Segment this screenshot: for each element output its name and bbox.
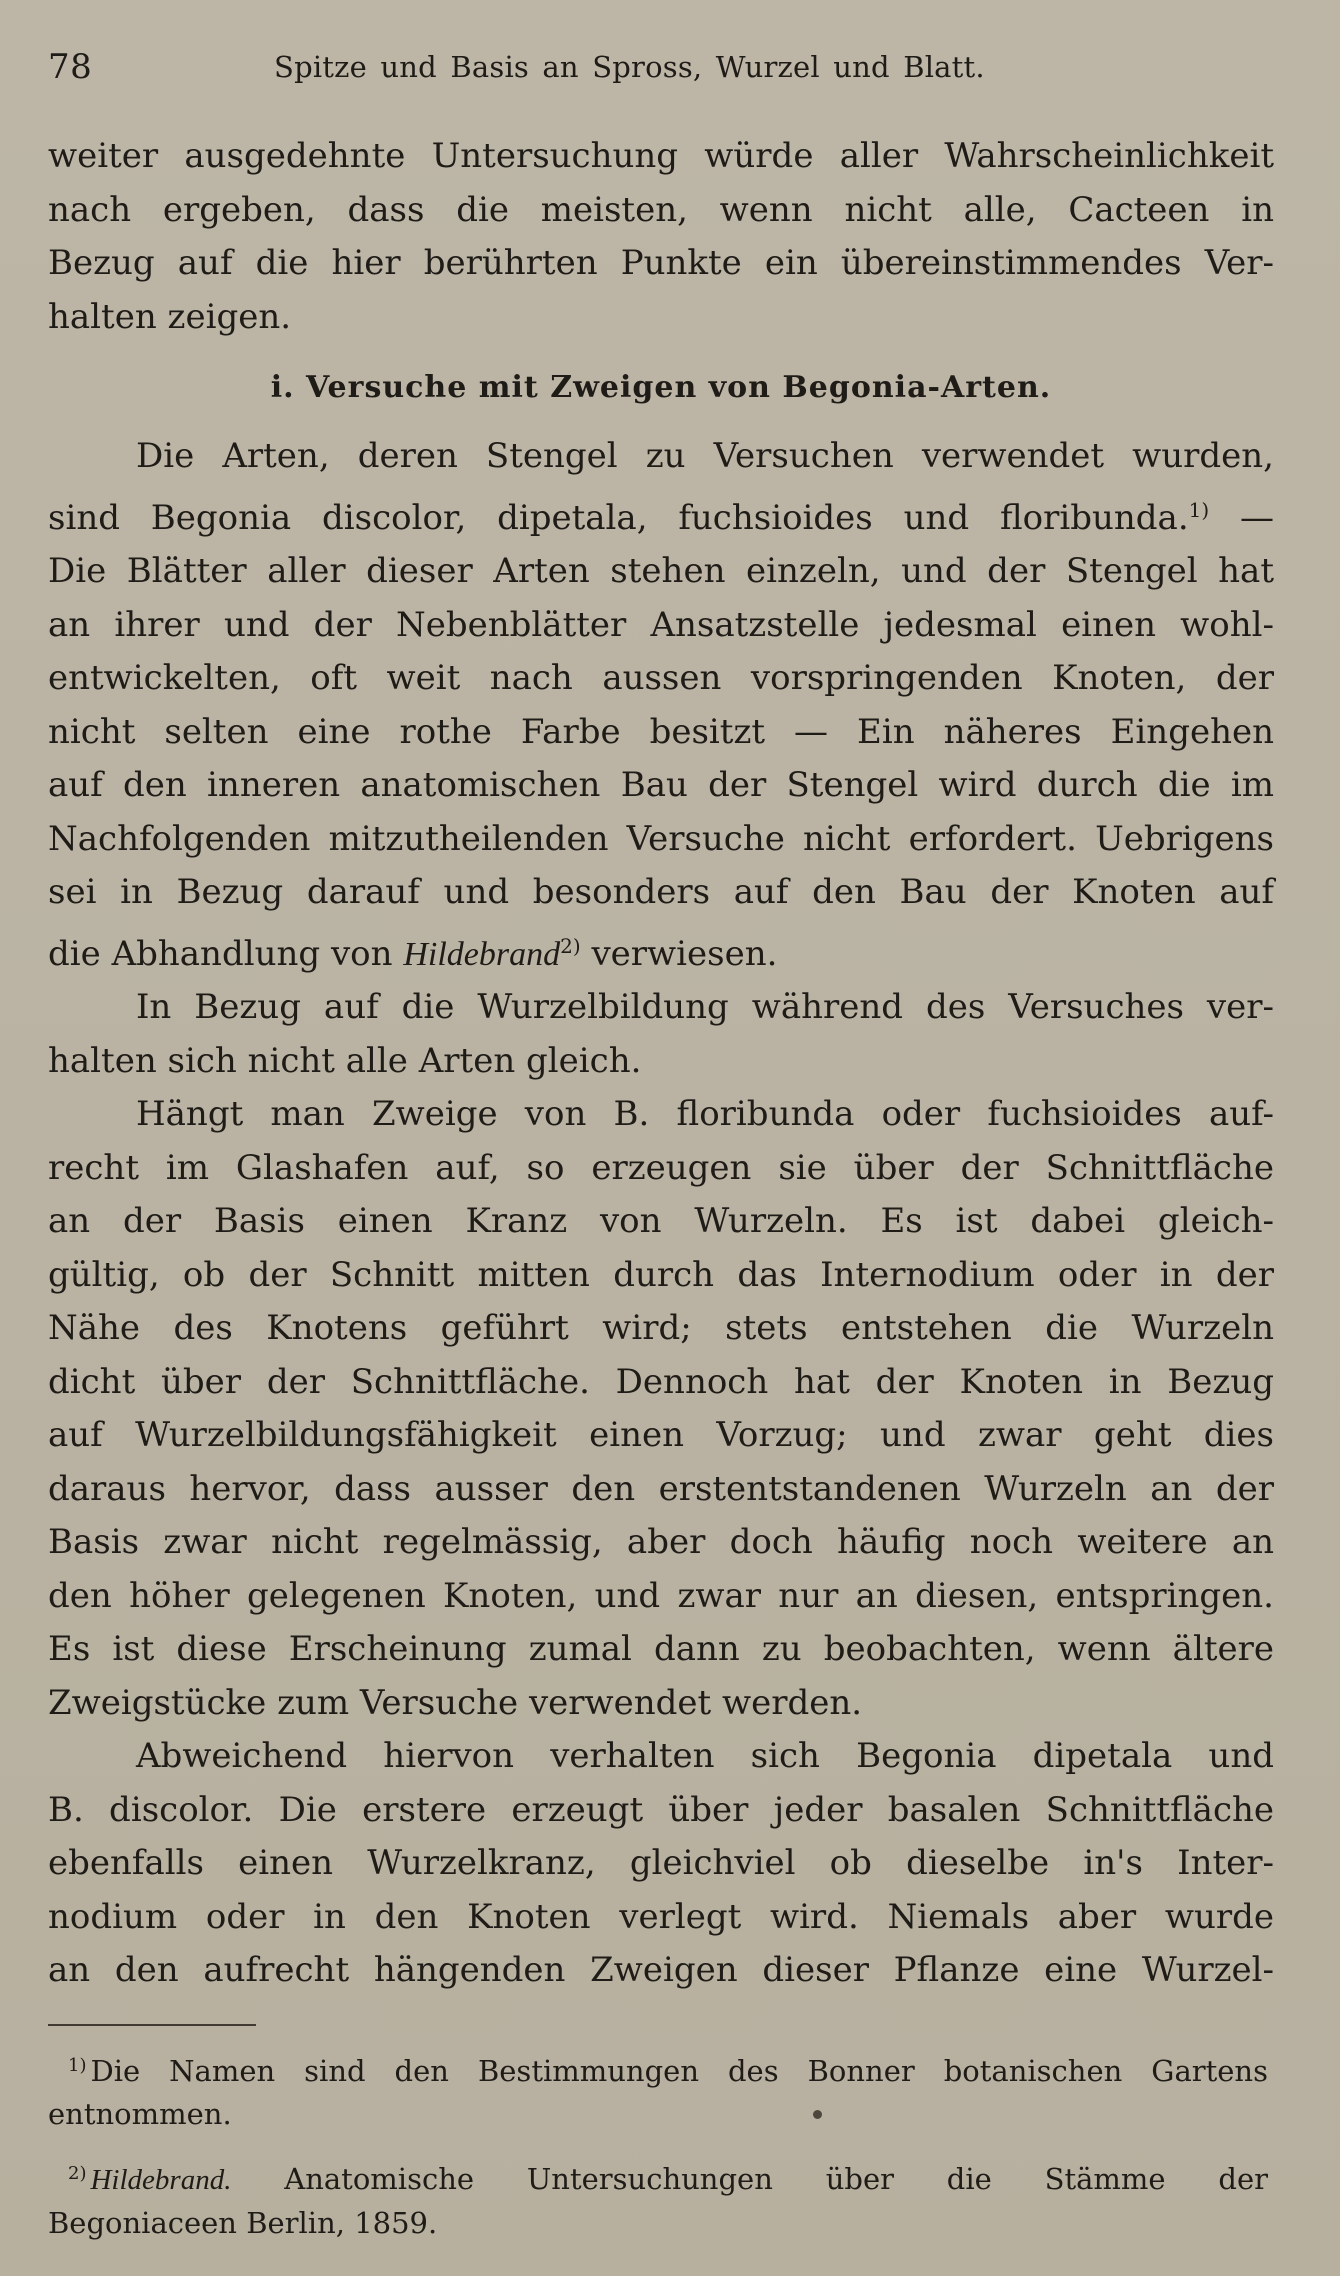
footnote-marker: 2)	[68, 2163, 87, 2184]
page-number: 78	[48, 47, 93, 87]
text-line: gültig, ob der Schnitt mitten durch das Internodium oder in der	[48, 1254, 1274, 1295]
text-line: auf den inneren anatomischen Bau der Stengel wird durch die im	[48, 765, 1274, 805]
text-line: Basis zwar nicht regelmässig, aber doch häufig noch weitere an	[48, 1522, 1274, 1562]
text-line: an den aufrecht hängenden Zweigen dieser Pflanze eine Wurzel-	[48, 1950, 1274, 1990]
text-line: auf Wurzelbildungsfähigkeit einen Vorzug; und zwar geht dies	[48, 1415, 1274, 1455]
footnote-marker: 1)	[68, 2055, 87, 2076]
text-line: Zweigstücke zum Versuche verwendet werden.	[48, 1682, 863, 1723]
author-name: Hildebrand.	[90, 2164, 232, 2196]
author-name: Hildebrand	[403, 935, 561, 973]
text-line: entwickelten, oft weit nach aussen vorspringenden Knoten, der	[48, 658, 1274, 698]
text-line-with-footnote	[48, 920, 1274, 982]
text-line: nicht selten eine rothe Farbe besitzt — Ein näheres Eingehen	[48, 711, 1274, 752]
text-line: B. discolor. Die erstere erzeugt über jeder basalen Schnittfläche	[48, 1789, 1274, 1830]
text-line: an ihrer und der Nebenblätter Ansatzstelle jedesmal einen wohl-	[48, 604, 1274, 645]
text-line: Nachfolgenden mitzutheilenden Versuche nicht erfordert. Uebrigens	[48, 818, 1274, 859]
running-title: Spitze und Basis an Spross, Wurzel und Blatt.	[274, 50, 985, 84]
ink-speck	[813, 2110, 822, 2119]
text-fragment: verwiesen.	[580, 933, 778, 974]
footnote-line: entnommen.	[48, 2097, 232, 2131]
text-line: recht im Glashafen auf, so erzeugen sie über der Schnittfläche	[48, 1147, 1274, 1188]
text-line: halten zeigen.	[48, 296, 292, 337]
footnote-line	[48, 2152, 1268, 2202]
text-fragment: sind Begonia discolor, dipetala, fuchsioides und floribunda.	[48, 497, 1189, 538]
text-line: nodium oder in den Knoten verlegt wird. Niemals aber wurde	[48, 1896, 1274, 1937]
footnote-line	[48, 2044, 1268, 2093]
footnote-ref-1: 1)	[1188, 497, 1210, 522]
footnote-ref-2: 2)	[560, 933, 581, 958]
text-line: ebenfalls einen Wurzelkranz, gleichviel ob dieselbe in's Inter-	[48, 1843, 1274, 1883]
footnotes	[48, 2044, 1268, 2261]
page-header	[48, 42, 1280, 92]
text-line: halten sich nicht alle Arten gleich.	[48, 1040, 642, 1081]
footnote-1	[48, 2044, 1268, 2136]
text-line: daraus hervor, dass ausser den erstentstandenen Wurzeln an der	[48, 1468, 1274, 1509]
text-line: Abweichend hiervon verhalten sich Begonia dipetala und	[136, 1736, 1274, 1776]
text-line: Die Blätter aller dieser Arten stehen einzeln, und der Stengel hat	[48, 551, 1274, 591]
text-line: Hängt man Zweige von B. floribunda oder fuchsioides auf-	[136, 1094, 1274, 1134]
text-line-with-footnote	[48, 484, 1274, 546]
footnote-2	[48, 2152, 1268, 2245]
text-line: sei in Bezug darauf und besonders auf den Bau der Knoten auf	[48, 872, 1274, 912]
text-line: In Bezug auf die Wurzelbildung während des Versuches ver-	[136, 987, 1274, 1027]
text-line: Es ist diese Erscheinung zumal dann zu beobachten, wenn ältere	[48, 1629, 1274, 1669]
text-fragment: Anatomische Untersuchungen über die Stämme der	[231, 2162, 1268, 2196]
text-line: nach ergeben, dass die meisten, wenn nicht alle, Cacteen in	[48, 189, 1274, 230]
footnote-divider	[48, 2024, 256, 2026]
text-fragment: die Abhandlung von	[48, 933, 404, 974]
text-line: Nähe des Knotens geführt wird; stets entstehen die Wurzeln	[48, 1308, 1274, 1348]
text-line: Bezug auf die hier berührten Punkte ein übereinstimmendes Ver-	[48, 243, 1274, 283]
text-fragment: Die Namen sind den Bestimmungen des Bonner botanischen Gartens	[90, 2054, 1268, 2088]
text-line: weiter ausgedehnte Untersuchung würde aller Wahrscheinlichkeit	[48, 136, 1274, 176]
body-text	[48, 130, 1274, 1998]
text-line: den höher gelegenen Knoten, und zwar nur an diesen, entspringen.	[48, 1575, 1274, 1616]
text-line: dicht über der Schnittfläche. Dennoch hat der Knoten in Bezug	[48, 1361, 1274, 1402]
text-line: an der Basis einen Kranz von Wurzeln. Es ist dabei gleich-	[48, 1201, 1274, 1241]
footnote-line: Begoniaceen Berlin, 1859.	[48, 2206, 438, 2240]
text-fragment: —	[1209, 497, 1274, 538]
section-heading: i. Versuche mit Zweigen von Begonia-Arten.	[270, 370, 1052, 405]
text-line: Die Arten, deren Stengel zu Versuchen verwendet wurden,	[136, 436, 1274, 476]
